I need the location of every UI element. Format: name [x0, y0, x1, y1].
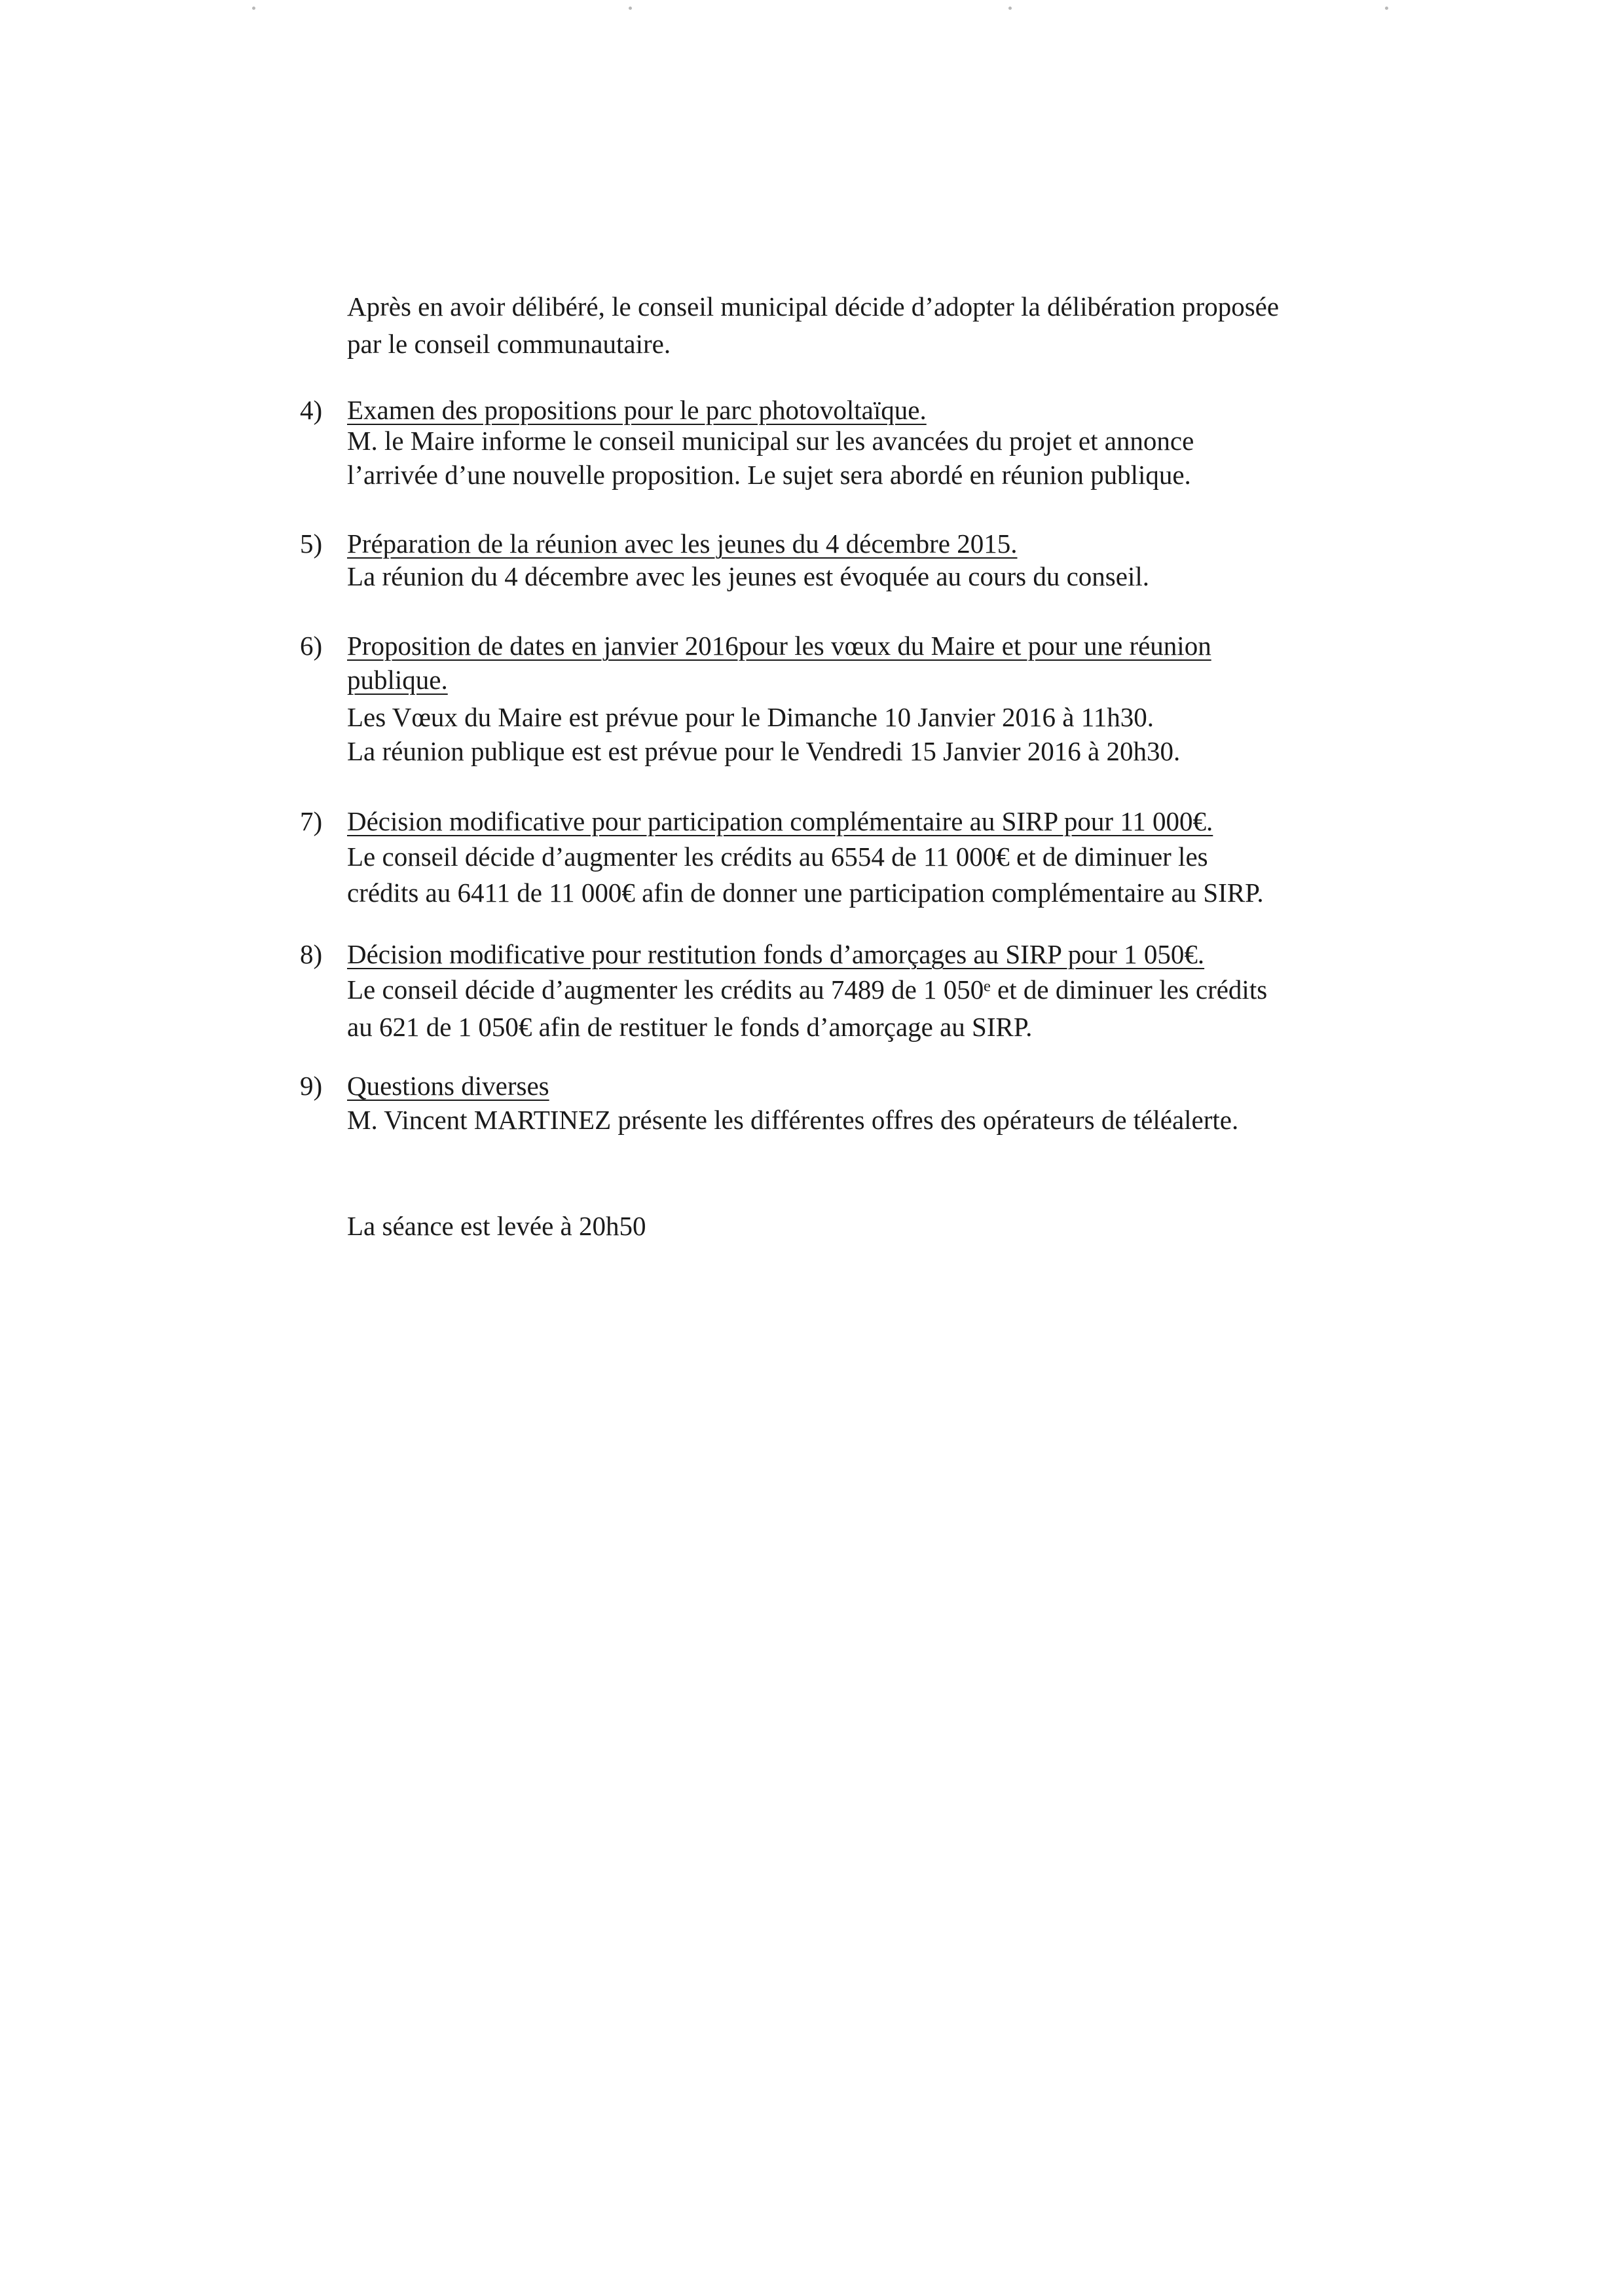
item-body-line: M. Vincent MARTINEZ présente les différentes offres des opérateurs de téléalerte.: [347, 1105, 1239, 1135]
item-number: 5): [300, 528, 323, 559]
scan-speck: [1008, 7, 1012, 10]
item-body-line: Le conseil décide d’augmenter les crédits au 7489 de 1 050ᵉ et de diminuer les crédits: [347, 974, 1268, 1005]
item-heading: Proposition de dates en janvier 2016pour les vœux du Maire et pour une réunion: [347, 631, 1211, 661]
item-number: 6): [300, 631, 323, 661]
item-body-line: crédits au 6411 de 11 000€ afin de donner une participation complémentaire au SIRP.: [347, 878, 1264, 908]
item-heading: Examen des propositions pour le parc photovoltaïque.: [347, 395, 927, 425]
item-body-line: au 621 de 1 050€ afin de restituer le fonds d’amorçage au SIRP.: [347, 1012, 1033, 1042]
item-body-line: Le conseil décide d’augmenter les crédits au 6554 de 11 000€ et de diminuer les: [347, 842, 1208, 872]
item-heading: Décision modificative pour restitution fonds d’amorçages au SIRP pour 1 050€.: [347, 939, 1205, 969]
intro-line-1: Après en avoir délibéré, le conseil municipal décide d’adopter la délibération proposée: [347, 291, 1280, 322]
item-body-line: La réunion du 4 décembre avec les jeunes est évoquée au cours du conseil.: [347, 561, 1149, 591]
closing-line: La séance est levée à 20h50: [347, 1211, 646, 1241]
item-heading: Préparation de la réunion avec les jeunes du 4 décembre 2015.: [347, 528, 1018, 559]
item-body-line: Les Vœux du Maire est prévue pour le Dimanche 10 Janvier 2016 à 11h30.: [347, 702, 1154, 732]
intro-line-2: par le conseil communautaire.: [347, 329, 671, 359]
item-number: 9): [300, 1071, 323, 1101]
item-body-line: M. le Maire informe le conseil municipal sur les avancées du projet et annonce: [347, 426, 1194, 456]
item-heading: Questions diverses: [347, 1071, 549, 1101]
scan-speck: [1385, 7, 1388, 10]
item-body-line: l’arrivée d’une nouvelle proposition. Le sujet sera abordé en réunion publique.: [347, 460, 1191, 490]
item-body-line: La réunion publique est est prévue pour le Vendredi 15 Janvier 2016 à 20h30.: [347, 736, 1181, 766]
scan-speck: [629, 7, 632, 10]
item-number: 8): [300, 939, 323, 969]
item-number: 7): [300, 806, 323, 836]
scan-speck: [252, 7, 255, 10]
item-number: 4): [300, 395, 323, 425]
item-heading: Décision modificative pour participation complémentaire au SIRP pour 11 000€.: [347, 806, 1213, 836]
item-heading: publique.: [347, 665, 448, 695]
